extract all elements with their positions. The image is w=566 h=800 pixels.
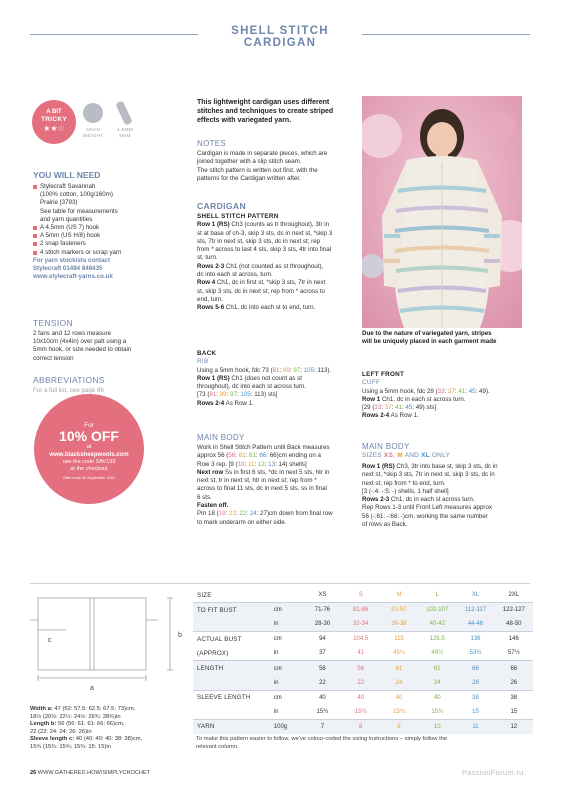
title-rule-left	[30, 34, 198, 35]
hook-size-label: 4.5MM 5MM	[116, 128, 134, 139]
table-row: LENGTH cm 56 56 61 61 66 66	[193, 661, 533, 676]
page-number: 26	[30, 770, 37, 776]
table-row: YARN 100g 7 8 9 10 11 12	[193, 719, 533, 734]
difficulty-badge	[32, 100, 76, 144]
title-rule-right	[362, 34, 530, 35]
abbreviations-heading: ABBREVIATIONS	[33, 375, 105, 385]
stylecraft-link[interactable]: www.stylecraft-yarns.co.uk	[33, 273, 113, 281]
list-item: Stylecraft Savannah (100% cotton, 100g/160m) Prairie (3793) See table for measurements and yarn quantities	[33, 183, 183, 224]
section-divider	[30, 583, 530, 584]
star-rating-icon: ★★☆	[43, 124, 65, 133]
photo-caption: Due to the nature of variegated yarn, stripes will be uniquely placed in each garment made	[362, 330, 497, 346]
materials-list	[33, 183, 183, 281]
sizes-subheading: SIZES XS, M AND XL ONLY	[362, 452, 451, 459]
crochet-hook-icon	[115, 100, 132, 125]
back-section: BACK RIB Using a 5mm hook, fdc 73 (81: 89: 97: 105: 113). Row 1 (RS) Ch1 (does not count as st throughout), dc into each st across turn. [73 (81: 89: 97: 105: 113) sts] Rows 2-4 As Row 1.	[197, 350, 332, 407]
discount-promo: For 10% OFF at www.blacksheepwools.com use the code SAV139 at the checkout Offer ends 30 September 2021	[34, 394, 144, 504]
main-body-text: Work in Shell Stitch Pattern until Back measures approx 56 (56: 61: 61: 66: 66)cm ending on a Row 3 rep. [9 (10: 11: 12: 13: 14) shells] Next row Ss in first 6 sts, *dc in next 5 sts, htr in next st, tr in next st, htr in next st; rep from * across to final 11 sts, dc in next 5 sts, ss in final 6 sts. Fasten off. Pm 18 (19: 21: 22: 24: 27)cm down from final row to mark underarm on either side.	[197, 444, 333, 526]
shell-stitch-pattern: SHELL STITCH PATTERN Row 1 (RS) Ch3 (counts as tr throughout), 3tr in st at base of ch-3, skip 3 sts, dc in next st, *skip 3 sts, 7tr in next st, skip 3 sts, dc in next st; rep from * across to last 4 sts, skip 3 sts, 4tr into final st, turn. Rows 2-3 Ch1 (not counted as st throughout), dc into each st across, turn. Row 4 Ch1, dc in first st, *skip 3 sts, 7tr in next st, skip 3 sts, dc in next st; rep from * across to end, turn. Rows 5-6 Ch1, dc into each st to end, turn.	[197, 213, 333, 312]
table-row: SLEEVE LENGTH cm 40 40 40 40 38 38	[193, 690, 533, 705]
garment-schematic	[30, 590, 190, 702]
you-will-need	[33, 170, 183, 281]
model-wearing-cardigan-image	[362, 96, 522, 328]
abbreviations-text: For a full list, see page 86	[33, 387, 104, 394]
page-footer	[30, 770, 150, 776]
yarn-ball-icon	[83, 103, 103, 123]
table-footnote: To make this pattern easier to follow, we've colour-coded the sizing instructions – simply follow the relevant column.	[196, 736, 448, 750]
main-body-sizes-text: Row 1 (RS) Ch3, 3tr into base st, skip 3 sts, dc in next st, *skip 3 sts, 7tr in next st, skip 3 sts, dc in next st; rep from * to end, turn. [3 (-:4: -:5: -) shells, 1 half shell] Rows 2-3 Ch1, dc in each st across turn. Rep Rows 1-3 until Front Left measures approx 56 (-:61: -:66: -)cm, working the same number of rows as Back.	[362, 463, 498, 529]
page-title: SHELL STITCH CARDIGAN	[231, 25, 329, 49]
list-item: A 5mm (US H/8) hook	[33, 232, 183, 240]
notes-heading: NOTES	[197, 139, 227, 148]
main-body-heading: MAIN BODY	[197, 433, 245, 442]
table-row: TO FIT BUST cm 71-76 81-86 91-97 102-107 112-117 122-127	[193, 603, 533, 618]
promo-link[interactable]: www.blacksheepwools.com	[49, 452, 129, 458]
table-header-row: SIZE XS S M L XL 2XL	[197, 591, 520, 599]
tension-heading: TENSION	[33, 318, 73, 328]
list-item: A 4.5mm (US 7) hook	[33, 224, 183, 232]
badge-line1: A BIT	[46, 109, 62, 115]
left-front-section: LEFT FRONT CUFF Using a 5mm hook, fdc 29 (33: 37: 41: 45: 49). Row 1 Ch1, dc in each st across turn. [29 (33: 37: 41: 45: 49) sts] Rows 2-4 As Row 1.	[362, 371, 490, 420]
site-link[interactable]: WWW.GATHERED.HOW/SIMPLYCROCHET	[37, 770, 151, 776]
discount-amount: 10% OFF	[59, 428, 119, 444]
table-row: in 22 22 24 24 26 26	[193, 676, 533, 691]
table-row: (APPROX) in 37 41 45¼ 49¼ 53½ 57½	[197, 649, 520, 657]
table-row: ACTUAL BUST cm 94 104.5 115 125.5 136 146	[193, 632, 533, 647]
dimension-b-label: b	[178, 632, 182, 639]
button-band	[90, 598, 94, 670]
size-table	[193, 588, 533, 734]
watermark: PassionForum.ru	[462, 768, 524, 777]
intro-text: This lightweight cardigan uses different stitches and techniques to create striped effects with variegated yarn.	[197, 99, 334, 124]
list-item: 2 snap fasteners	[33, 240, 183, 248]
badge-line2: TRICKY	[41, 116, 67, 123]
stockist-contact: For yarn stockists contact Stylecraft 01484 848435	[33, 256, 111, 273]
table-row: in 28-30 32-34 36-38 40-42 44-46 48-50	[193, 617, 533, 632]
you-will-need-heading: YOU WILL NEED	[33, 170, 101, 180]
yarn-weight-label: ARAN WEIGHT	[82, 128, 104, 139]
measurements: Width a: 47 (52: 57.5: 62.5: 67.5: 73)cm, 18½ (20½: 22½: 24½: 26¾: 28¾)in Length b: 56 (56: 61: 61: 66: 66)cm, 22 (22: 24: 24: 26: 26)in Sleeve length c: 40 (40: 40: 40: 38: 38)cm, 15¾ (15¾: 15¾: 15¾: 15: 15)in	[30, 706, 143, 750]
tension-text: 2 fans and 12 rows measure 10x10cm (4x4in) over patt using a 5mm hook, or size needed to obtain correct tension	[33, 330, 132, 362]
table-row: in 15¾ 15¾ 15¾ 15¾ 15 15	[273, 708, 518, 715]
notes-text: Cardigan is made in separate pieces, which are joined together with a slip stitch seam. The stitch pattern is written out first, with the patterns for the Cardigan written after.	[197, 150, 328, 182]
dimension-a-label: a	[90, 685, 94, 692]
dimension-c-label: c	[48, 637, 52, 644]
cardigan-photo	[362, 96, 522, 328]
cardigan-heading: CARDIGAN	[197, 201, 247, 211]
list-item: 4 stitch markers or scrap yarn	[33, 249, 183, 257]
main-body-sizes-heading: MAIN BODY	[362, 442, 410, 451]
